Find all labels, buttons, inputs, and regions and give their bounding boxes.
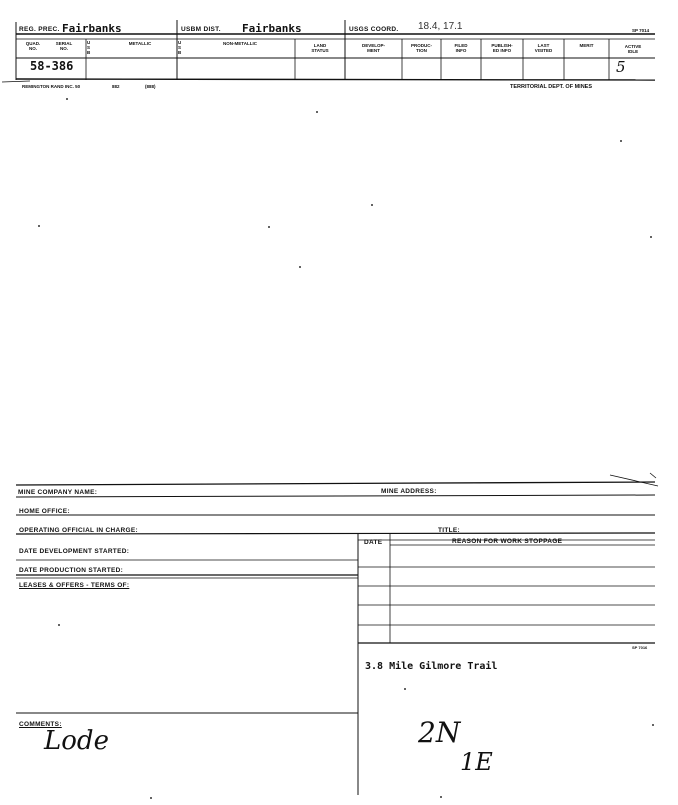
speck bbox=[440, 796, 442, 798]
col-serial-no: SERIAL NO. bbox=[55, 41, 73, 51]
col-development: DEVELOP- MENT bbox=[361, 43, 385, 53]
col-usbm-2: U S B bbox=[178, 40, 182, 55]
comments-label: COMMENTS: bbox=[19, 721, 62, 728]
date-column-header: DATE bbox=[364, 539, 383, 546]
speck bbox=[66, 98, 68, 100]
col-published-info: PUBLISH- ED INFO bbox=[491, 43, 513, 53]
col-filed-info: FILED INFO bbox=[454, 43, 468, 53]
production-started-label: DATE PRODUCTION STARTED: bbox=[19, 567, 124, 574]
operating-official-label: OPERATING OFFICIAL IN CHARGE: bbox=[19, 527, 138, 534]
reg-prec-value: Fairbanks bbox=[62, 22, 122, 35]
active-idle-mark: 5 bbox=[616, 58, 626, 76]
department-label: TERRITORIAL DEPT. OF MINES bbox=[510, 84, 592, 90]
form-number: SP 7014 bbox=[632, 28, 650, 33]
printer-credit: REMINGTON RAND INC. 50 bbox=[22, 84, 81, 89]
col-quad-no: QUAD. NO. bbox=[25, 41, 41, 51]
leases-offers-label: LEASES & OFFERS - TERMS OF: bbox=[19, 582, 130, 589]
development-started-label: DATE DEVELOPMENT STARTED: bbox=[19, 548, 130, 555]
usbm-dist-label: USBM DIST. bbox=[181, 26, 221, 33]
speck bbox=[404, 688, 406, 690]
usgs-coord-label: USGS COORD. bbox=[349, 26, 399, 33]
col-non-metallic: NON-METALLIC bbox=[223, 41, 257, 46]
printer-code-1: 882 bbox=[112, 84, 120, 89]
speck bbox=[620, 140, 622, 142]
printer-code-2: (888) bbox=[145, 84, 156, 89]
speck bbox=[150, 797, 152, 799]
location-text: 3.8 Mile Gilmore Trail bbox=[365, 661, 498, 672]
mine-address-label: MINE ADDRESS: bbox=[381, 488, 437, 495]
speck bbox=[38, 225, 40, 227]
speck bbox=[316, 111, 318, 113]
col-production: PRODUC- TION bbox=[411, 43, 432, 53]
usgs-coord-value: 18.4, 17.1 bbox=[418, 21, 463, 32]
mine-company-name-label: MINE COMPANY NAME: bbox=[18, 489, 98, 496]
speck bbox=[650, 236, 652, 238]
col-last-visited: LAST VISITED bbox=[534, 43, 553, 53]
speck bbox=[268, 226, 270, 228]
col-land-status: LAND STATUS bbox=[311, 43, 329, 53]
col-metallic: METALLIC bbox=[128, 41, 152, 46]
quad-serial-value: 58-386 bbox=[30, 59, 74, 73]
title-label: TITLE: bbox=[438, 527, 461, 534]
township-handwriting: 2N bbox=[418, 716, 461, 749]
col-merit: MERIT bbox=[579, 43, 594, 48]
work-stoppage-column-header: REASON FOR WORK STOPPAGE bbox=[452, 538, 563, 545]
speck bbox=[652, 724, 654, 726]
speck bbox=[371, 204, 373, 206]
home-office-label: HOME OFFICE: bbox=[19, 508, 70, 515]
comment-handwriting: Lode bbox=[44, 726, 109, 756]
lower-form-number: SP 7016 bbox=[632, 645, 648, 650]
range-handwriting: 1E bbox=[460, 748, 493, 776]
col-active-idle: ACTIVE IDLE bbox=[624, 44, 642, 54]
usbm-dist-value: Fairbanks bbox=[242, 22, 302, 35]
speck bbox=[299, 266, 301, 268]
speck bbox=[58, 624, 60, 626]
col-usbm-1: U S B bbox=[87, 40, 91, 55]
reg-prec-label: REG. PREC. bbox=[19, 26, 60, 33]
